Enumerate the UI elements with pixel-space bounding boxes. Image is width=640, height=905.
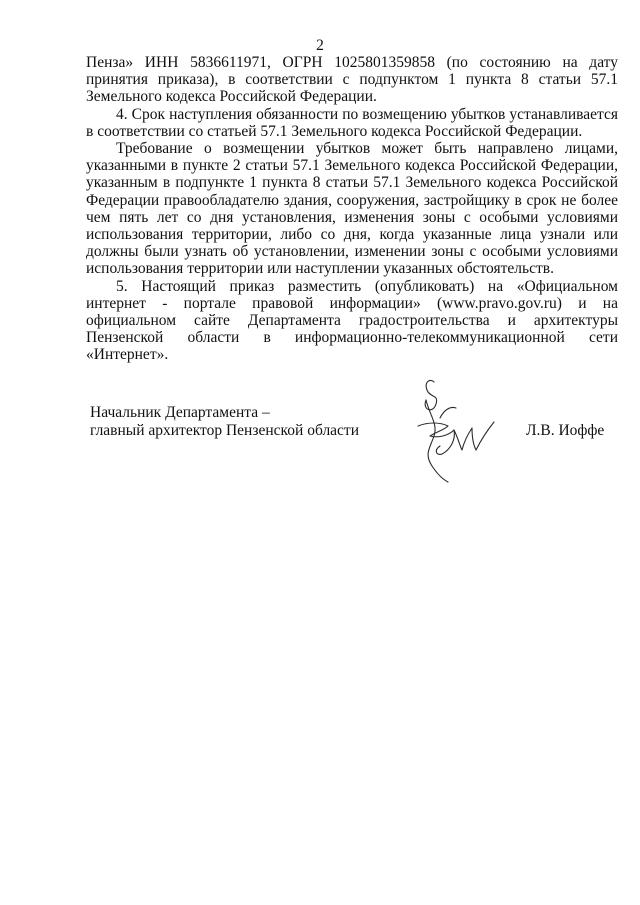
paragraph-continuation: Пенза» ИНН 5836611971, ОГРН 1025801359858 (по состоянию на дату принятия приказа), в соответствии с подпунктом 1 пункта 8 статьи 57.1 Земельного кодекса Российской Федерации. <box>86 54 618 106</box>
page-number: 2 <box>316 37 324 54</box>
paragraph-item-5: 5. Настоящий приказ разместить (опубликовать) на «Официальном интернет - портале правовой информации» (www.pravo.gov.ru) и на официальном сайте Департамента градостроительства и архитектуры Пензенской области в информационно-телекоммуникационной сети «Интернет». <box>86 277 618 364</box>
signer-title-line-1: Начальник Департамента – <box>90 404 270 421</box>
signer-title-line-2: главный архитектор Пензенской области <box>90 422 360 439</box>
paragraph-damages-claim: Требование о возмещении убытков может быть направлено лицами, указанными в пункте 2 статьи 57.1 Земельного кодекса Российской Федерации, указанным в подпункте 1 пункта 8 статьи 57.1 Земельного кодекса Российской Федерации правообладателю здания, сооружения, застройщику в срок не более чем пять лет со дня установления, изменения зоны с особыми условиями использования территории, либо со дня, когда указанные лица узнали или должны были узнать об установлении, изменении зоны с особыми условиями использования территории или наступлении указанных обстоятельств. <box>86 140 618 278</box>
handwritten-signature <box>404 376 499 484</box>
body-text <box>86 54 618 364</box>
signer-name: Л.В. Иоффе <box>526 422 605 439</box>
signer-title <box>90 404 359 440</box>
paragraph-item-4: 4. Срок наступления обязанности по возмещению убытков устанавливается в соответствии со статьей 57.1 Земельного кодекса Российской Федерации. <box>86 105 618 140</box>
signature-block <box>86 404 618 484</box>
